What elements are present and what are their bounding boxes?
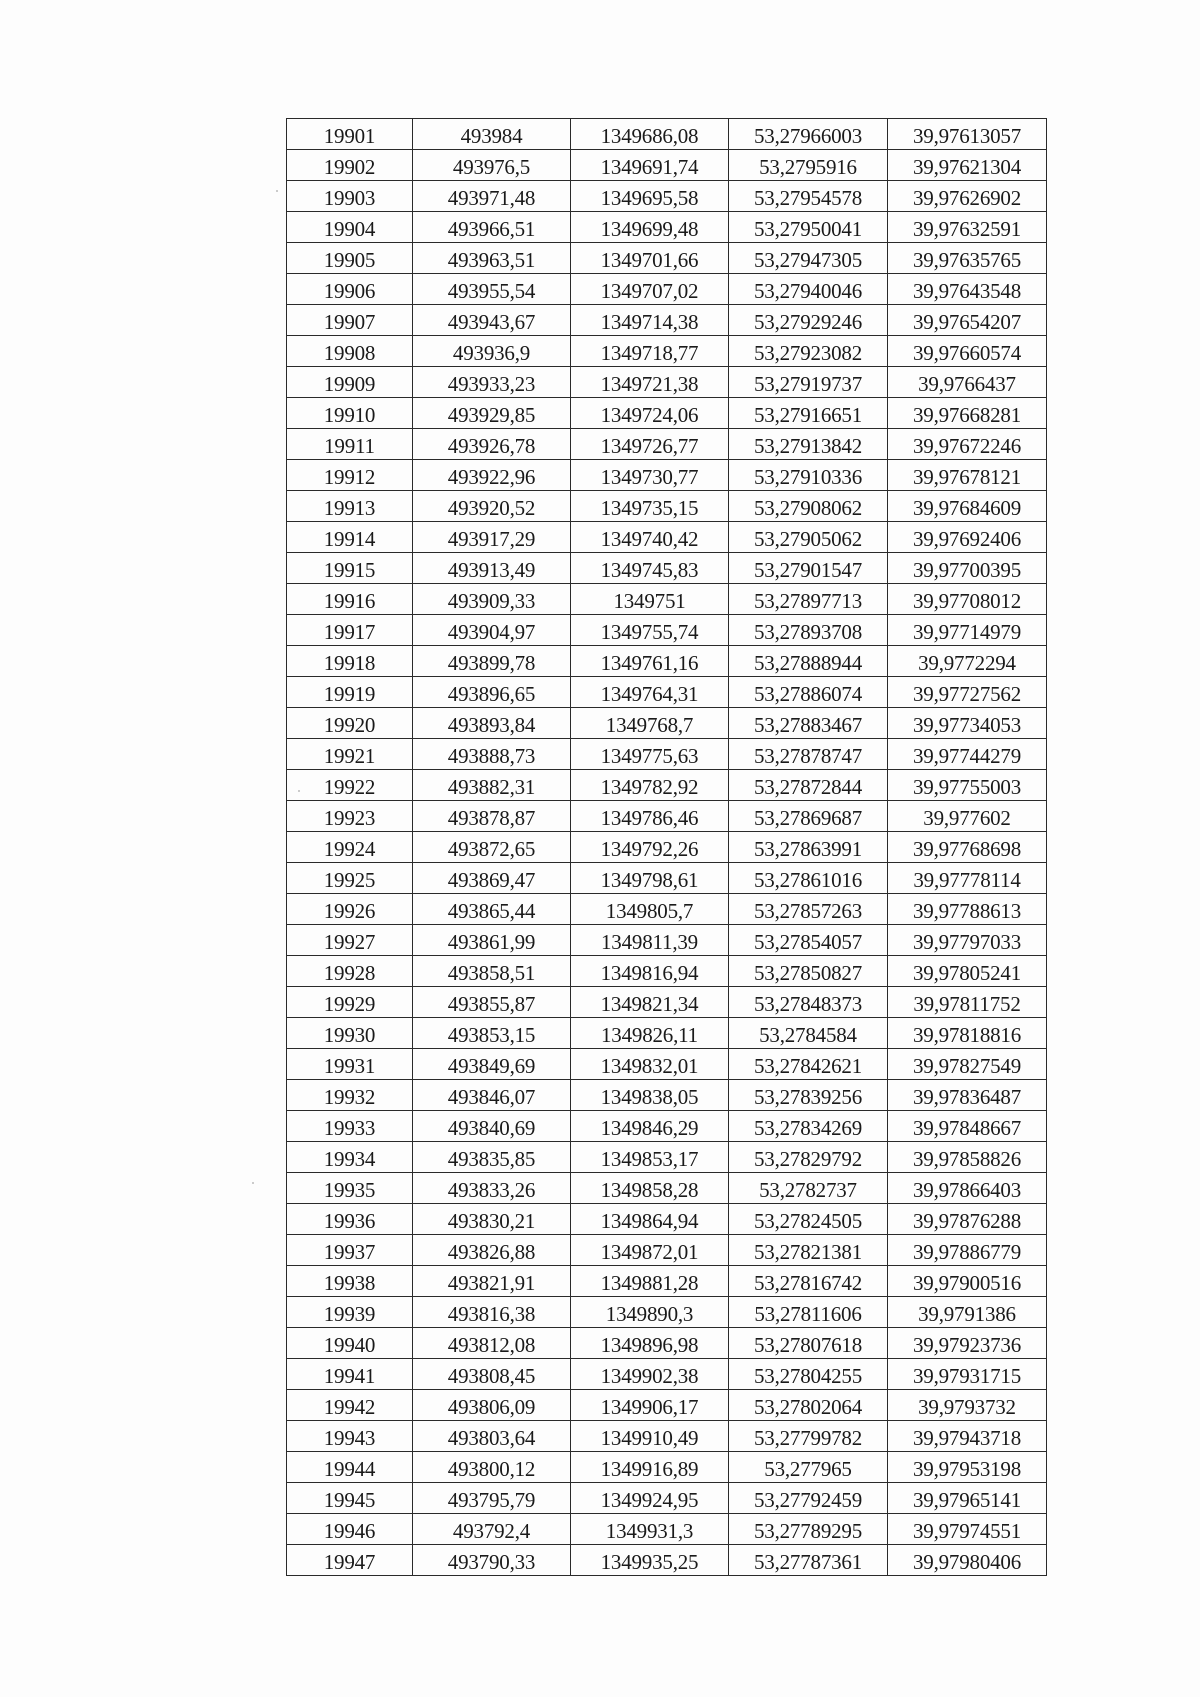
point-number-cell: 19922: [287, 770, 413, 801]
table-row: [287, 119, 1047, 150]
point-number-cell: 19941: [287, 1359, 413, 1390]
point-number-cell: 19936: [287, 1204, 413, 1235]
y-coordinate-cell: 1349745,83: [571, 553, 729, 584]
table-row: [287, 1328, 1047, 1359]
latitude-cell: 53,27804255: [729, 1359, 888, 1390]
point-number-cell: 19914: [287, 522, 413, 553]
table-row: [287, 956, 1047, 987]
table-row: [287, 367, 1047, 398]
y-coordinate-cell: 1349853,17: [571, 1142, 729, 1173]
latitude-cell: 53,27897713: [729, 584, 888, 615]
table-row: [287, 770, 1047, 801]
point-number-cell: 19911: [287, 429, 413, 460]
table-row: [287, 863, 1047, 894]
x-coordinate-cell: 493865,44: [413, 894, 571, 925]
table-row: [287, 1142, 1047, 1173]
table-row: [287, 274, 1047, 305]
x-coordinate-cell: 493943,67: [413, 305, 571, 336]
x-coordinate-cell: 493976,5: [413, 150, 571, 181]
y-coordinate-cell: 1349935,25: [571, 1545, 729, 1576]
latitude-cell: 53,27850827: [729, 956, 888, 987]
latitude-cell: 53,27839256: [729, 1080, 888, 1111]
x-coordinate-cell: 493808,45: [413, 1359, 571, 1390]
latitude-cell: 53,27842621: [729, 1049, 888, 1080]
y-coordinate-cell: 1349872,01: [571, 1235, 729, 1266]
table-row: [287, 1359, 1047, 1390]
table-row: [287, 1235, 1047, 1266]
latitude-cell: 53,27861016: [729, 863, 888, 894]
latitude-cell: 53,27854057: [729, 925, 888, 956]
table-row: [287, 1204, 1047, 1235]
point-number-cell: 19928: [287, 956, 413, 987]
longitude-cell: 39,97797033: [888, 925, 1047, 956]
latitude-cell: 53,27787361: [729, 1545, 888, 1576]
x-coordinate-cell: 493846,07: [413, 1080, 571, 1111]
longitude-cell: 39,97727562: [888, 677, 1047, 708]
table-row: [287, 553, 1047, 584]
longitude-cell: 39,97632591: [888, 212, 1047, 243]
point-number-cell: 19942: [287, 1390, 413, 1421]
x-coordinate-cell: 493984: [413, 119, 571, 150]
longitude-cell: 39,97692406: [888, 522, 1047, 553]
y-coordinate-cell: 1349832,01: [571, 1049, 729, 1080]
point-number-cell: 19929: [287, 987, 413, 1018]
point-number-cell: 19908: [287, 336, 413, 367]
point-number-cell: 19939: [287, 1297, 413, 1328]
latitude-cell: 53,27792459: [729, 1483, 888, 1514]
table-row: [287, 522, 1047, 553]
y-coordinate-cell: 1349902,38: [571, 1359, 729, 1390]
latitude-cell: 53,27905062: [729, 522, 888, 553]
longitude-cell: 39,97613057: [888, 119, 1047, 150]
table-row: [287, 1390, 1047, 1421]
table-row: [287, 677, 1047, 708]
x-coordinate-cell: 493966,51: [413, 212, 571, 243]
longitude-cell: 39,97672246: [888, 429, 1047, 460]
longitude-cell: 39,97836487: [888, 1080, 1047, 1111]
y-coordinate-cell: 1349826,11: [571, 1018, 729, 1049]
point-number-cell: 19920: [287, 708, 413, 739]
longitude-cell: 39,97684609: [888, 491, 1047, 522]
x-coordinate-cell: 493849,69: [413, 1049, 571, 1080]
table-row: [287, 1421, 1047, 1452]
scan-speck: [252, 1182, 254, 1184]
point-number-cell: 19933: [287, 1111, 413, 1142]
point-number-cell: 19924: [287, 832, 413, 863]
x-coordinate-cell: 493926,78: [413, 429, 571, 460]
point-number-cell: 19912: [287, 460, 413, 491]
x-coordinate-cell: 493869,47: [413, 863, 571, 894]
y-coordinate-cell: 1349768,7: [571, 708, 729, 739]
point-number-cell: 19944: [287, 1452, 413, 1483]
table-row: [287, 646, 1047, 677]
y-coordinate-cell: 1349816,94: [571, 956, 729, 987]
y-coordinate-cell: 1349761,16: [571, 646, 729, 677]
x-coordinate-cell: 493899,78: [413, 646, 571, 677]
longitude-cell: 39,977602: [888, 801, 1047, 832]
x-coordinate-cell: 493833,26: [413, 1173, 571, 1204]
longitude-cell: 39,97827549: [888, 1049, 1047, 1080]
latitude-cell: 53,27893708: [729, 615, 888, 646]
latitude-cell: 53,27821381: [729, 1235, 888, 1266]
x-coordinate-cell: 493812,08: [413, 1328, 571, 1359]
point-number-cell: 19926: [287, 894, 413, 925]
longitude-cell: 39,97635765: [888, 243, 1047, 274]
latitude-cell: 53,27807618: [729, 1328, 888, 1359]
y-coordinate-cell: 1349896,98: [571, 1328, 729, 1359]
point-number-cell: 19938: [287, 1266, 413, 1297]
x-coordinate-cell: 493893,84: [413, 708, 571, 739]
point-number-cell: 19923: [287, 801, 413, 832]
y-coordinate-cell: 1349805,7: [571, 894, 729, 925]
point-number-cell: 19901: [287, 119, 413, 150]
longitude-cell: 39,97848667: [888, 1111, 1047, 1142]
point-number-cell: 19934: [287, 1142, 413, 1173]
latitude-cell: 53,27802064: [729, 1390, 888, 1421]
longitude-cell: 39,97811752: [888, 987, 1047, 1018]
latitude-cell: 53,27950041: [729, 212, 888, 243]
longitude-cell: 39,97974551: [888, 1514, 1047, 1545]
table-row: [287, 987, 1047, 1018]
y-coordinate-cell: 1349798,61: [571, 863, 729, 894]
point-number-cell: 19946: [287, 1514, 413, 1545]
latitude-cell: 53,27848373: [729, 987, 888, 1018]
latitude-cell: 53,27872844: [729, 770, 888, 801]
y-coordinate-cell: 1349707,02: [571, 274, 729, 305]
y-coordinate-cell: 1349691,74: [571, 150, 729, 181]
y-coordinate-cell: 1349858,28: [571, 1173, 729, 1204]
latitude-cell: 53,277965: [729, 1452, 888, 1483]
x-coordinate-cell: 493855,87: [413, 987, 571, 1018]
longitude-cell: 39,97660574: [888, 336, 1047, 367]
table-row: [287, 739, 1047, 770]
table-row: [287, 1297, 1047, 1328]
x-coordinate-cell: 493882,31: [413, 770, 571, 801]
y-coordinate-cell: 1349764,31: [571, 677, 729, 708]
table-row: [287, 1452, 1047, 1483]
point-number-cell: 19904: [287, 212, 413, 243]
longitude-cell: 39,97668281: [888, 398, 1047, 429]
y-coordinate-cell: 1349792,26: [571, 832, 729, 863]
table-row: [287, 1080, 1047, 1111]
point-number-cell: 19931: [287, 1049, 413, 1080]
latitude-cell: 53,27913842: [729, 429, 888, 460]
longitude-cell: 39,97965141: [888, 1483, 1047, 1514]
table-row: [287, 894, 1047, 925]
y-coordinate-cell: 1349931,3: [571, 1514, 729, 1545]
x-coordinate-cell: 493896,65: [413, 677, 571, 708]
longitude-cell: 39,97818816: [888, 1018, 1047, 1049]
y-coordinate-cell: 1349730,77: [571, 460, 729, 491]
table-row: [287, 1049, 1047, 1080]
y-coordinate-cell: 1349910,49: [571, 1421, 729, 1452]
point-number-cell: 19930: [287, 1018, 413, 1049]
table-row: [287, 584, 1047, 615]
longitude-cell: 39,9793732: [888, 1390, 1047, 1421]
longitude-cell: 39,97858826: [888, 1142, 1047, 1173]
x-coordinate-cell: 493936,9: [413, 336, 571, 367]
latitude-cell: 53,27929246: [729, 305, 888, 336]
latitude-cell: 53,27829792: [729, 1142, 888, 1173]
x-coordinate-cell: 493909,33: [413, 584, 571, 615]
x-coordinate-cell: 493933,23: [413, 367, 571, 398]
latitude-cell: 53,27883467: [729, 708, 888, 739]
latitude-cell: 53,27789295: [729, 1514, 888, 1545]
longitude-cell: 39,97678121: [888, 460, 1047, 491]
longitude-cell: 39,9791386: [888, 1297, 1047, 1328]
longitude-cell: 39,97788613: [888, 894, 1047, 925]
longitude-cell: 39,97643548: [888, 274, 1047, 305]
latitude-cell: 53,27888944: [729, 646, 888, 677]
x-coordinate-cell: 493888,73: [413, 739, 571, 770]
y-coordinate-cell: 1349821,34: [571, 987, 729, 1018]
latitude-cell: 53,27863991: [729, 832, 888, 863]
table-row: [287, 1018, 1047, 1049]
table-row: [287, 305, 1047, 336]
point-number-cell: 19919: [287, 677, 413, 708]
x-coordinate-cell: 493835,85: [413, 1142, 571, 1173]
y-coordinate-cell: 1349714,38: [571, 305, 729, 336]
table-row: [287, 1111, 1047, 1142]
y-coordinate-cell: 1349726,77: [571, 429, 729, 460]
longitude-cell: 39,97778114: [888, 863, 1047, 894]
y-coordinate-cell: 1349718,77: [571, 336, 729, 367]
longitude-cell: 39,97886779: [888, 1235, 1047, 1266]
latitude-cell: 53,27857263: [729, 894, 888, 925]
y-coordinate-cell: 1349686,08: [571, 119, 729, 150]
x-coordinate-cell: 493929,85: [413, 398, 571, 429]
point-number-cell: 19918: [287, 646, 413, 677]
x-coordinate-cell: 493861,99: [413, 925, 571, 956]
point-number-cell: 19906: [287, 274, 413, 305]
scan-speck: [276, 190, 278, 192]
table-row: [287, 1514, 1047, 1545]
table-row: [287, 398, 1047, 429]
point-number-cell: 19945: [287, 1483, 413, 1514]
x-coordinate-cell: 493795,79: [413, 1483, 571, 1514]
y-coordinate-cell: 1349864,94: [571, 1204, 729, 1235]
longitude-cell: 39,97953198: [888, 1452, 1047, 1483]
longitude-cell: 39,9766437: [888, 367, 1047, 398]
x-coordinate-cell: 493830,21: [413, 1204, 571, 1235]
latitude-cell: 53,27954578: [729, 181, 888, 212]
table-row: [287, 181, 1047, 212]
longitude-cell: 39,97734053: [888, 708, 1047, 739]
longitude-cell: 39,97768698: [888, 832, 1047, 863]
y-coordinate-cell: 1349695,58: [571, 181, 729, 212]
point-number-cell: 19943: [287, 1421, 413, 1452]
latitude-cell: 53,27947305: [729, 243, 888, 274]
latitude-cell: 53,27811606: [729, 1297, 888, 1328]
latitude-cell: 53,27910336: [729, 460, 888, 491]
table-row: [287, 615, 1047, 646]
x-coordinate-cell: 493806,09: [413, 1390, 571, 1421]
latitude-cell: 53,2784584: [729, 1018, 888, 1049]
table-row: [287, 801, 1047, 832]
y-coordinate-cell: 1349782,92: [571, 770, 729, 801]
latitude-cell: 53,27886074: [729, 677, 888, 708]
point-number-cell: 19916: [287, 584, 413, 615]
table-row: [287, 150, 1047, 181]
longitude-cell: 39,97866403: [888, 1173, 1047, 1204]
x-coordinate-cell: 493858,51: [413, 956, 571, 987]
point-number-cell: 19917: [287, 615, 413, 646]
table-row: [287, 925, 1047, 956]
point-number-cell: 19902: [287, 150, 413, 181]
y-coordinate-cell: 1349775,63: [571, 739, 729, 770]
point-number-cell: 19910: [287, 398, 413, 429]
latitude-cell: 53,2795916: [729, 150, 888, 181]
longitude-cell: 39,97923736: [888, 1328, 1047, 1359]
x-coordinate-cell: 493853,15: [413, 1018, 571, 1049]
longitude-cell: 39,97931715: [888, 1359, 1047, 1390]
table-row: [287, 1173, 1047, 1204]
point-number-cell: 19937: [287, 1235, 413, 1266]
table-row: [287, 832, 1047, 863]
latitude-cell: 53,27901547: [729, 553, 888, 584]
point-number-cell: 19909: [287, 367, 413, 398]
table-row: [287, 429, 1047, 460]
longitude-cell: 39,97980406: [888, 1545, 1047, 1576]
point-number-cell: 19915: [287, 553, 413, 584]
x-coordinate-cell: 493792,4: [413, 1514, 571, 1545]
table-row: [287, 1545, 1047, 1576]
y-coordinate-cell: 1349721,38: [571, 367, 729, 398]
latitude-cell: 53,27923082: [729, 336, 888, 367]
longitude-cell: 39,97744279: [888, 739, 1047, 770]
table-row: [287, 336, 1047, 367]
longitude-cell: 39,97626902: [888, 181, 1047, 212]
point-number-cell: 19907: [287, 305, 413, 336]
point-number-cell: 19913: [287, 491, 413, 522]
coordinates-table: [286, 118, 1047, 1576]
latitude-cell: 53,27878747: [729, 739, 888, 770]
x-coordinate-cell: 493955,54: [413, 274, 571, 305]
y-coordinate-cell: 1349751: [571, 584, 729, 615]
latitude-cell: 53,27966003: [729, 119, 888, 150]
y-coordinate-cell: 1349740,42: [571, 522, 729, 553]
x-coordinate-cell: 493963,51: [413, 243, 571, 274]
x-coordinate-cell: 493790,33: [413, 1545, 571, 1576]
x-coordinate-cell: 493904,97: [413, 615, 571, 646]
y-coordinate-cell: 1349786,46: [571, 801, 729, 832]
y-coordinate-cell: 1349846,29: [571, 1111, 729, 1142]
point-number-cell: 19905: [287, 243, 413, 274]
y-coordinate-cell: 1349916,89: [571, 1452, 729, 1483]
y-coordinate-cell: 1349838,05: [571, 1080, 729, 1111]
y-coordinate-cell: 1349735,15: [571, 491, 729, 522]
x-coordinate-cell: 493922,96: [413, 460, 571, 491]
longitude-cell: 39,97876288: [888, 1204, 1047, 1235]
y-coordinate-cell: 1349890,3: [571, 1297, 729, 1328]
x-coordinate-cell: 493917,29: [413, 522, 571, 553]
table-row: [287, 1483, 1047, 1514]
latitude-cell: 53,27940046: [729, 274, 888, 305]
y-coordinate-cell: 1349924,95: [571, 1483, 729, 1514]
point-number-cell: 19940: [287, 1328, 413, 1359]
x-coordinate-cell: 493840,69: [413, 1111, 571, 1142]
latitude-cell: 53,27824505: [729, 1204, 888, 1235]
table-row: [287, 1266, 1047, 1297]
x-coordinate-cell: 493826,88: [413, 1235, 571, 1266]
longitude-cell: 39,97700395: [888, 553, 1047, 584]
y-coordinate-cell: 1349906,17: [571, 1390, 729, 1421]
longitude-cell: 39,97900516: [888, 1266, 1047, 1297]
latitude-cell: 53,27834269: [729, 1111, 888, 1142]
x-coordinate-cell: 493878,87: [413, 801, 571, 832]
x-coordinate-cell: 493821,91: [413, 1266, 571, 1297]
y-coordinate-cell: 1349811,39: [571, 925, 729, 956]
point-number-cell: 19925: [287, 863, 413, 894]
table-row: [287, 491, 1047, 522]
y-coordinate-cell: 1349701,66: [571, 243, 729, 274]
y-coordinate-cell: 1349699,48: [571, 212, 729, 243]
y-coordinate-cell: 1349755,74: [571, 615, 729, 646]
point-number-cell: 19947: [287, 1545, 413, 1576]
longitude-cell: 39,97654207: [888, 305, 1047, 336]
longitude-cell: 39,97943718: [888, 1421, 1047, 1452]
point-number-cell: 19927: [287, 925, 413, 956]
x-coordinate-cell: 493816,38: [413, 1297, 571, 1328]
point-number-cell: 19932: [287, 1080, 413, 1111]
latitude-cell: 53,2782737: [729, 1173, 888, 1204]
y-coordinate-cell: 1349724,06: [571, 398, 729, 429]
longitude-cell: 39,97755003: [888, 770, 1047, 801]
point-number-cell: 19903: [287, 181, 413, 212]
latitude-cell: 53,27919737: [729, 367, 888, 398]
table-row: [287, 243, 1047, 274]
latitude-cell: 53,27908062: [729, 491, 888, 522]
x-coordinate-cell: 493913,49: [413, 553, 571, 584]
x-coordinate-cell: 493920,52: [413, 491, 571, 522]
longitude-cell: 39,97708012: [888, 584, 1047, 615]
x-coordinate-cell: 493872,65: [413, 832, 571, 863]
x-coordinate-cell: 493803,64: [413, 1421, 571, 1452]
table-row: [287, 708, 1047, 739]
table-row: [287, 460, 1047, 491]
coordinates-table-container: [286, 118, 1046, 1576]
x-coordinate-cell: 493800,12: [413, 1452, 571, 1483]
y-coordinate-cell: 1349881,28: [571, 1266, 729, 1297]
point-number-cell: 19935: [287, 1173, 413, 1204]
x-coordinate-cell: 493971,48: [413, 181, 571, 212]
latitude-cell: 53,27916651: [729, 398, 888, 429]
latitude-cell: 53,27869687: [729, 801, 888, 832]
latitude-cell: 53,27816742: [729, 1266, 888, 1297]
longitude-cell: 39,97621304: [888, 150, 1047, 181]
longitude-cell: 39,97805241: [888, 956, 1047, 987]
point-number-cell: 19921: [287, 739, 413, 770]
table-row: [287, 212, 1047, 243]
longitude-cell: 39,97714979: [888, 615, 1047, 646]
coordinates-table-body: [287, 119, 1047, 1576]
longitude-cell: 39,9772294: [888, 646, 1047, 677]
latitude-cell: 53,27799782: [729, 1421, 888, 1452]
